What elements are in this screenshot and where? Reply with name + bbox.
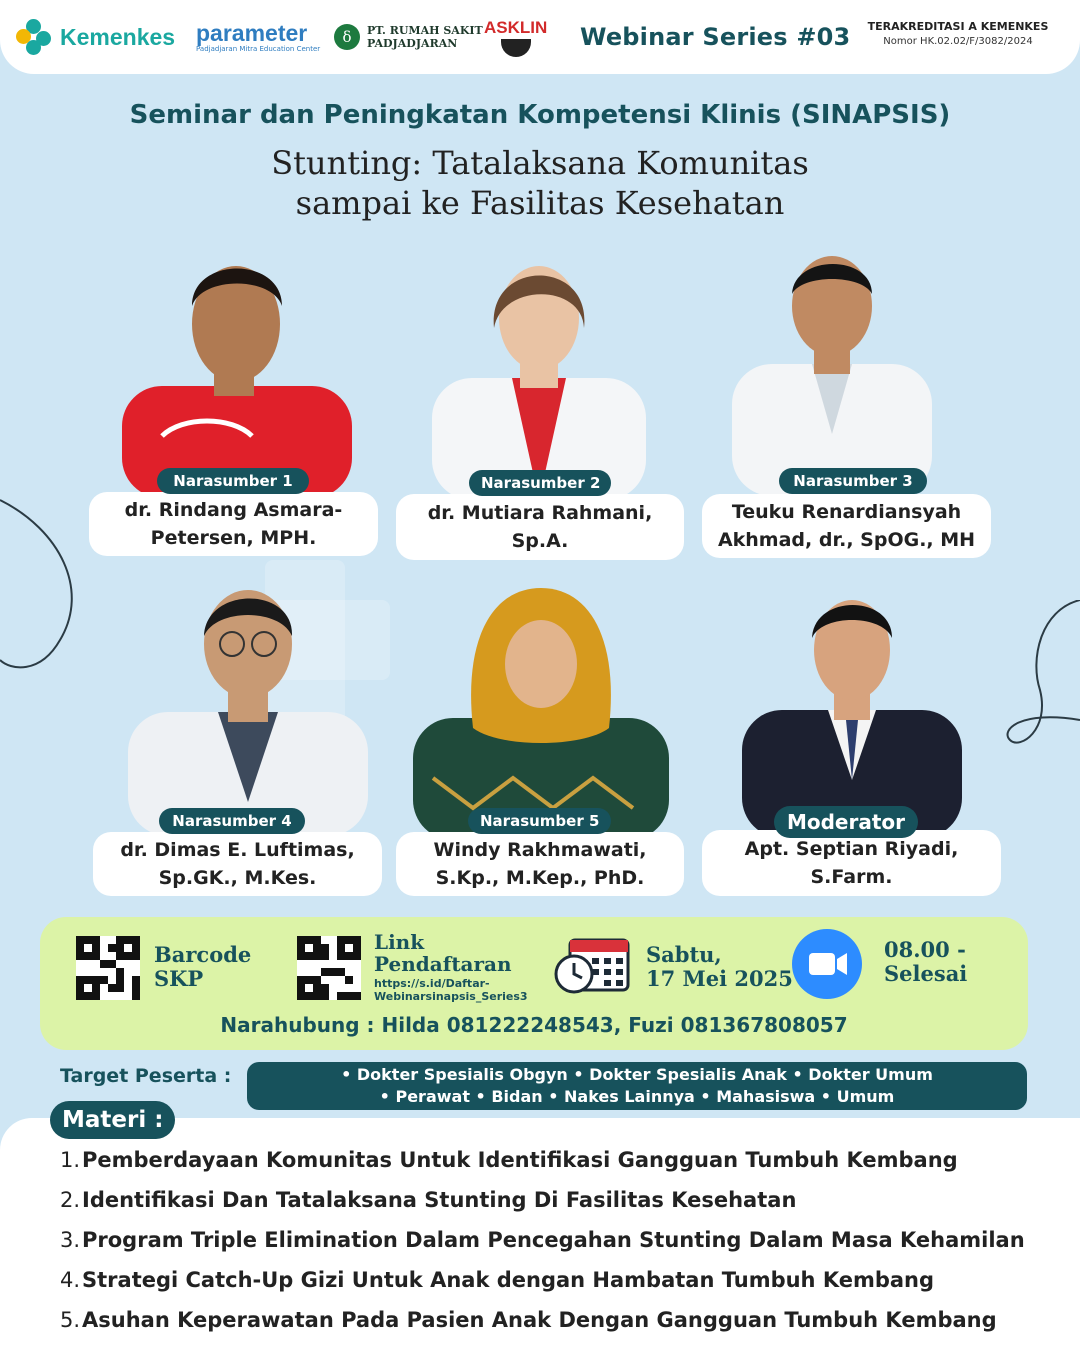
- moderator-namebox: [702, 830, 1001, 896]
- target-participants: [247, 1062, 1027, 1110]
- speaker-3-role-badge: Narasumber 3: [779, 468, 927, 494]
- date-line2: 17 Mei 2025: [646, 966, 793, 991]
- calendar-clock-icon: [552, 932, 632, 996]
- list-item-text: Pemberdayaan Komunitas Untuk Identifikasi Gangguan Tumbuh Kembang: [82, 1148, 958, 1172]
- qr-code-icon[interactable]: [76, 936, 140, 1000]
- contact-person: Narahubung : Hilda 081222248543, Fuzi 081367808057: [220, 1013, 848, 1037]
- barcode-label-line1: Barcode: [154, 942, 252, 967]
- link-label-line1: Link: [374, 930, 425, 954]
- webinar-series-label: Webinar Series #03: [580, 23, 851, 51]
- speaker-2-name-line2: Sp.A.: [511, 530, 569, 552]
- link-url-line1: https://s.id/Daftar-: [374, 977, 490, 990]
- speaker-1-role-badge: Narasumber 1: [157, 468, 309, 494]
- materi-list: [60, 1140, 1060, 1340]
- list-item-text: Program Triple Elimination Dalam Pencegahan Stunting Dalam Masa Kehamilan: [82, 1228, 1025, 1252]
- rs-name-line1: PT. RUMAH SAKIT: [367, 24, 483, 37]
- list-item-number: 4.: [60, 1268, 81, 1292]
- speaker-5-namebox: [396, 832, 684, 896]
- registration-qr-code-icon[interactable]: [297, 936, 361, 1000]
- list-item: [60, 1140, 1060, 1180]
- list-item: [60, 1180, 1060, 1220]
- list-item-number: 3.: [60, 1228, 81, 1252]
- speaker-2-namebox: [396, 494, 684, 560]
- decorative-curve-right: [1000, 600, 1080, 760]
- speaker-3-name-line1: Teuku Renardiansyah: [731, 501, 962, 523]
- speaker-2-name-line1: dr. Mutiara Rahmani,: [427, 502, 653, 524]
- registration-link-url[interactable]: [374, 977, 528, 1003]
- speaker-4-name-line2: Sp.GK., M.Kes.: [158, 867, 317, 889]
- rs-padjadjaran-logo: [334, 0, 483, 74]
- speaker-3-photo: [732, 234, 932, 496]
- speaker-2-photo: [432, 238, 646, 500]
- time-line2: Selesai: [884, 961, 968, 986]
- target-line2: • Perawat • Bidan • Nakes Lainnya • Mahasiswa • Umum: [379, 1087, 895, 1106]
- asklin-wordmark: ASKLIN: [484, 17, 548, 37]
- speaker-4-photo: [128, 572, 368, 836]
- kemenkes-wordmark: Kemenkes: [60, 23, 176, 50]
- speaker-5-photo: [413, 578, 669, 840]
- parameter-tagline: Padjadjaran Mitra Education Center: [196, 45, 321, 53]
- asklin-logo-icon: [501, 39, 531, 57]
- target-label: Target Peserta :: [60, 1065, 232, 1087]
- event-time: [884, 938, 967, 986]
- barcode-skp-label: [154, 943, 251, 991]
- accreditation-block: [862, 20, 1054, 47]
- speaker-5-role-badge: Narasumber 5: [468, 808, 611, 834]
- parameter-logo: [196, 0, 320, 74]
- kemenkes-logo-icon: [16, 19, 52, 55]
- rs-name-line2: PADJADJARAN: [367, 37, 458, 50]
- speaker-3-name-line2: Akhmad, dr., SpOG., MH: [717, 529, 976, 551]
- parameter-wordmark: parameter: [196, 20, 308, 46]
- speaker-2-role-badge: Narasumber 2: [469, 470, 611, 496]
- speaker-4-role-badge: Narasumber 4: [159, 808, 305, 834]
- target-line1: • Dokter Spesialis Obgyn • Dokter Spesialis Anak • Dokter Umum: [341, 1065, 933, 1084]
- materi-label: Materi :: [50, 1101, 175, 1139]
- speaker-3-namebox: [702, 494, 991, 558]
- list-item-number: 1.: [60, 1148, 81, 1172]
- moderator-name-line1: Apt. Septian Riyadi,: [744, 838, 959, 860]
- link-label-line2: Pendaftaran: [374, 952, 512, 976]
- event-subtitle: [0, 143, 1080, 223]
- list-item-number: 5.: [60, 1308, 81, 1332]
- list-item-text: Asuhan Keperawatan Pada Pasien Anak Dengan Gangguan Tumbuh Kembang: [82, 1308, 997, 1332]
- zoom-video-icon: [792, 929, 862, 999]
- list-item: [60, 1220, 1060, 1260]
- barcode-label-line2: SKP: [154, 966, 204, 991]
- moderator-name-line2: S.Farm.: [810, 866, 893, 888]
- subtitle-line1: Stunting: Tatalaksana Komunitas: [271, 144, 809, 182]
- moderator-photo: [742, 580, 962, 838]
- speaker-5-name-line2: S.Kp., M.Kep., PhD.: [435, 867, 645, 889]
- date-line1: Sabtu,: [646, 942, 722, 967]
- rs-padjadjaran-logo-icon: δ: [334, 24, 360, 50]
- list-item-text: Strategi Catch-Up Gizi Untuk Anak dengan Hambatan Tumbuh Kembang: [82, 1268, 935, 1292]
- kemenkes-logo: [16, 0, 175, 74]
- asklin-logo: [484, 0, 547, 74]
- speaker-4-name-line1: dr. Dimas E. Luftimas,: [120, 839, 355, 861]
- subtitle-line2: sampai ke Fasilitas Kesehatan: [295, 184, 785, 222]
- event-date: [646, 943, 793, 991]
- decorative-curve-left: [0, 470, 90, 700]
- speaker-1-name-line1: dr. Rindang Asmara-: [124, 499, 343, 521]
- list-item-text: Identifikasi Dan Tatalaksana Stunting Di Fasilitas Kesehatan: [82, 1188, 797, 1212]
- time-line1: 08.00 -: [884, 937, 966, 962]
- moderator-role-badge: Moderator: [774, 806, 918, 838]
- speaker-4-namebox: [93, 832, 382, 896]
- header-bar: [0, 0, 1080, 74]
- list-item-number: 2.: [60, 1188, 81, 1212]
- accreditation-title: TERAKREDITASI A KEMENKES: [867, 20, 1049, 33]
- speaker-1-photo: [122, 236, 352, 498]
- speaker-1-name-line2: Petersen, MPH.: [150, 527, 317, 549]
- list-item: [60, 1300, 1060, 1340]
- speaker-5-name-line1: Windy Rakhmawati,: [433, 839, 647, 861]
- event-title: Seminar dan Peningkatan Kompetensi Klinis (SINAPSIS): [129, 100, 951, 130]
- link-url-line2: Webinarsinapsis_Series3: [374, 990, 528, 1003]
- list-item: [60, 1260, 1060, 1300]
- accreditation-number: Nomor HK.02.02/F/3082/2024: [883, 36, 1033, 47]
- speaker-1-namebox: [89, 492, 378, 556]
- registration-link-label: [374, 931, 512, 975]
